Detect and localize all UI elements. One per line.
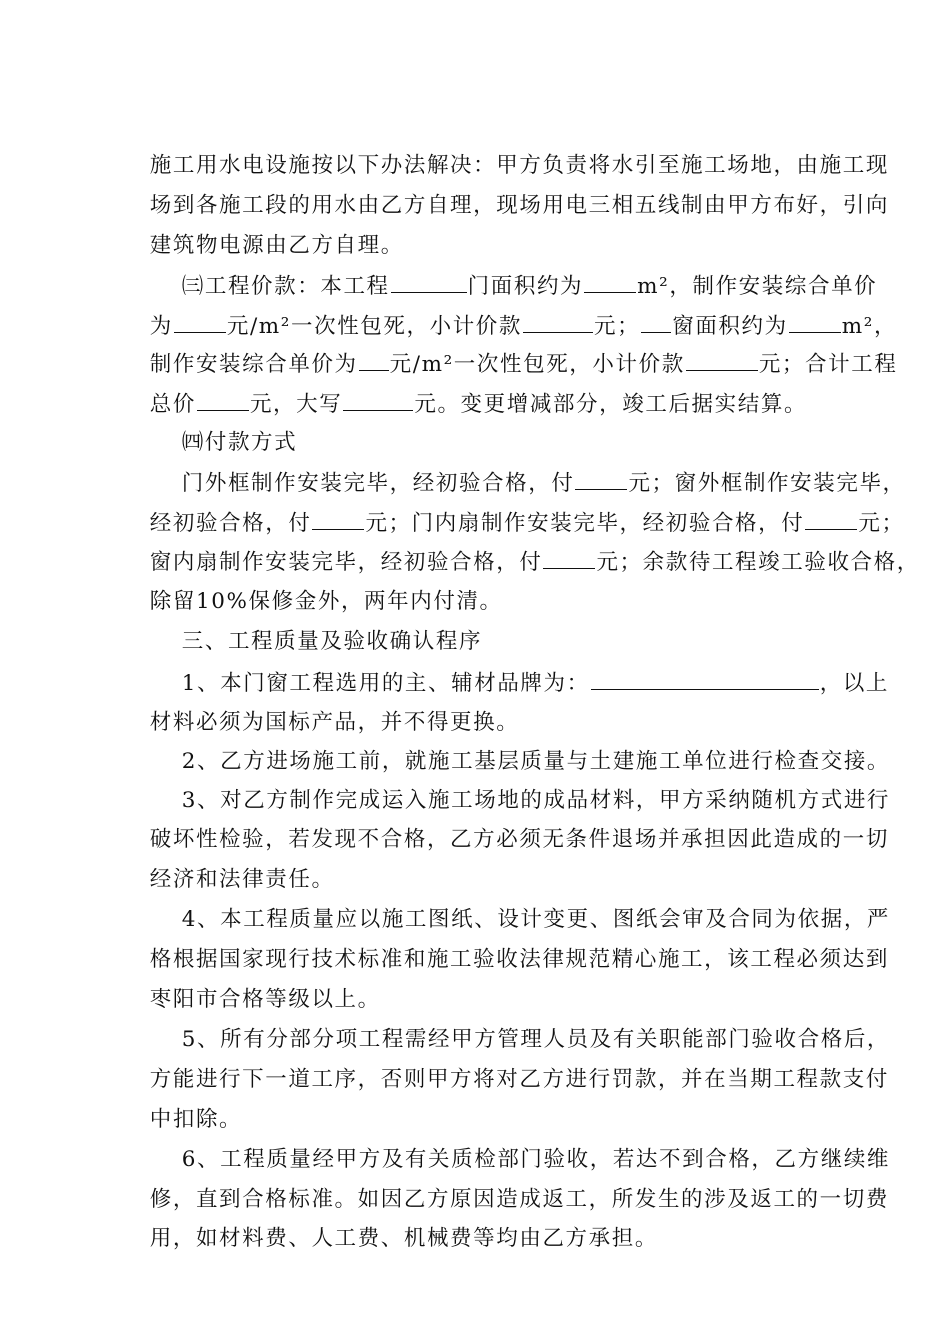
item-5-line-2 xyxy=(116,1020,950,1092)
text: 门外框制作安装完毕，经初验合格，付 xyxy=(181,471,575,496)
text: 元；窗外框制作安装完毕， xyxy=(628,471,906,496)
item-4-line-2 xyxy=(116,900,950,972)
text: m²，制作安装综合单价 xyxy=(637,274,878,299)
text: 窗面积约为 xyxy=(672,314,788,339)
text: 元；门内扇制作安装完毕，经初验合格，付 xyxy=(365,511,805,536)
paragraph-water-electric-line-2 xyxy=(116,146,950,218)
section-payment-heading xyxy=(148,383,950,455)
text: 元；余款待工程竣工验收合格， xyxy=(596,550,920,575)
text: 用，如材料费、人工费、机械费等均由乙方承担。 xyxy=(149,1226,658,1251)
text: m²， xyxy=(841,314,898,339)
item-1-line-2 xyxy=(116,663,950,735)
text: 中扣除。 xyxy=(149,1107,243,1132)
text: 元； xyxy=(858,511,905,536)
text: 经济和法律责任。 xyxy=(149,867,335,892)
item-6-line-1 xyxy=(148,1100,950,1172)
text: 建筑物电源由乙方自理。 xyxy=(149,233,404,258)
text: 施工用水电设施按以下办法解决：甲方负责将水引至施工场地，由施工现 xyxy=(149,153,889,178)
text: ㈢工程价款：本工程 xyxy=(181,274,390,299)
item-4-line-3 xyxy=(116,940,950,1012)
paragraph-payment-line-3 xyxy=(116,502,950,575)
text: ，以上 xyxy=(819,671,890,696)
text: 4、本工程质量应以施工图纸、设计变更、图纸会审及合同为依据，严 xyxy=(181,907,891,932)
paragraph-price-line-3 xyxy=(116,304,950,377)
paragraph-water-electric-line-3 xyxy=(116,186,950,258)
paragraph-water-electric-line-1 xyxy=(116,106,950,178)
text: 经初验合格，付 xyxy=(149,511,312,536)
text: 元/m²一次性包死，小计价款 xyxy=(389,352,685,377)
item-6-line-3 xyxy=(116,1179,950,1251)
text: 窗内扇制作安装完毕，经初验合格，付 xyxy=(149,550,543,575)
text: 6、工程质量经甲方及有关质检部门验收，若达不到合格，乙方继续维 xyxy=(181,1147,891,1172)
text: 制作安装综合单价为 xyxy=(149,352,358,377)
item-3-line-1 xyxy=(148,741,950,813)
item-3-line-3 xyxy=(116,820,950,892)
paragraph-payment-line-4 xyxy=(116,542,950,614)
text: 破坏性检验，若发现不合格，乙方必须无条件退场并承担因此造成的一切 xyxy=(149,827,889,852)
text: 2、乙方进场施工前，就施工基层质量与土建施工单位进行检查交接。 xyxy=(181,749,891,774)
item-6-line-2 xyxy=(116,1140,950,1212)
text: 枣阳市合格等级以上。 xyxy=(149,987,381,1012)
text: 元； xyxy=(594,314,641,339)
paragraph-price-line-4 xyxy=(116,344,950,417)
text: 场到各施工段的用水由乙方自理，现场用电三相五线制由甲方布好，引向 xyxy=(149,193,889,218)
text: 为 xyxy=(149,314,173,339)
text: 元，大写 xyxy=(249,392,343,417)
item-1-line-1 xyxy=(148,623,950,696)
text: 三、工程质量及验收确认程序 xyxy=(181,629,483,654)
text: ㈣付款方式 xyxy=(181,430,298,455)
text: 3、对乙方制作完成运入施工场地的成品材料，甲方采纳随机方式进行 xyxy=(181,788,891,813)
paragraph-price-line-2 xyxy=(116,266,950,339)
text: 材料必须为国标产品，并不得更换。 xyxy=(149,710,520,735)
text: 元；合计工程 xyxy=(758,352,898,377)
text: 方能进行下一道工序，否则甲方将对乙方进行罚款，并在当期工程款支付 xyxy=(149,1067,889,1092)
paragraph-price-line-1 xyxy=(148,226,950,299)
text: 5、所有分部分项工程需经甲方管理人员及有关职能部门验收合格后， xyxy=(181,1027,891,1052)
text: 1、本门窗工程选用的主、辅材品牌为： xyxy=(181,671,590,696)
section-quality-heading xyxy=(148,582,950,654)
text: 总价 xyxy=(149,392,196,417)
item-4-line-1 xyxy=(148,860,950,932)
paragraph-payment-line-1 xyxy=(148,423,950,496)
item-3-line-2 xyxy=(116,780,950,852)
text: 修，直到合格标准。如因乙方原因造成返工，所发生的涉及返工的一切费 xyxy=(149,1187,889,1212)
paragraph-payment-line-2 xyxy=(116,463,950,536)
item-5-line-1 xyxy=(148,980,950,1052)
text: 除留10%保修金外，两年内付清。 xyxy=(149,589,503,614)
text: 元/m²一次性包死，小计价款 xyxy=(226,314,523,339)
text: 门面积约为 xyxy=(467,274,584,299)
item-2-line-1 xyxy=(148,702,950,774)
item-5-line-3 xyxy=(116,1060,950,1132)
text: 元。变更增减部分，竣工后据实结算。 xyxy=(414,392,808,417)
text: 格根据国家现行技术标准和施工验收法律规范精心施工，该工程必须达到 xyxy=(149,947,889,972)
